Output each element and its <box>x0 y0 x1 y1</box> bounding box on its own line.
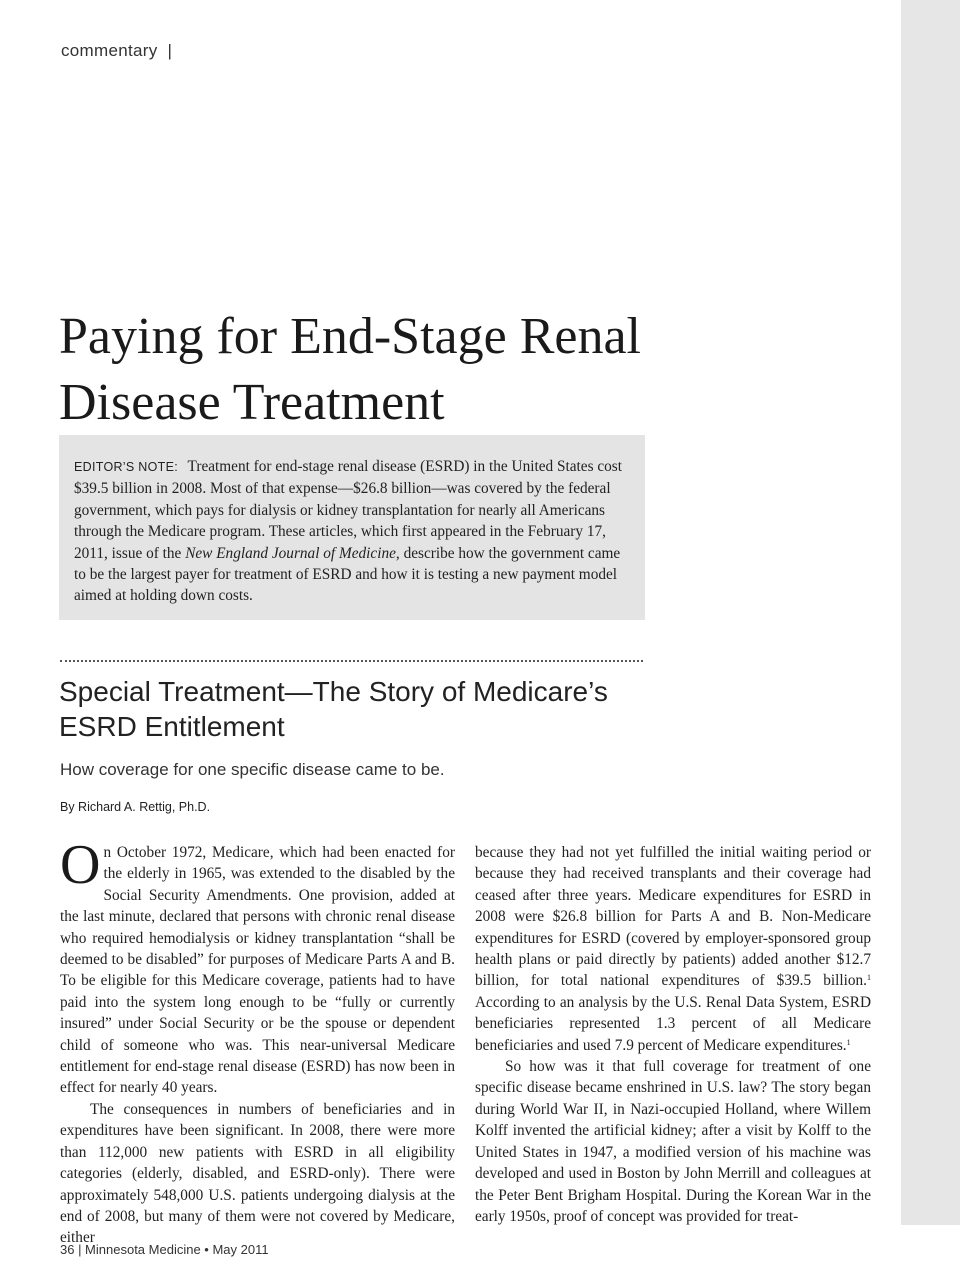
editors-note-body-2: , describe how the government came to be the largest payer for treatment of ESRD and how it is testing a new payment model aimed at holding down costs. <box>74 544 621 605</box>
body-paragraph <box>60 834 455 1099</box>
paragraph-text: n October 1972, Medicare, which had been enacted for the elderly in 1965, was extended to the disabled by the Social Security Amendments. One provision, added at the last minute, declared that persons with chronic renal disease who required hemodialysis or kidney transplantation “shall be deemed to be disabled” for purposes of Medicare Parts A and B. To be eligible for this Medicare coverage, patients had to have paid into the system long enough to be “fully or currently insured” under Social Security or be the spouse or dependent child of someone who was. This near-universal Medicare entitlement for end-stage renal disease (ESRD) has now been in effect for nearly 40 years. <box>60 844 455 1097</box>
section-label <box>61 41 172 61</box>
body-paragraph <box>475 842 871 1056</box>
title-line-1: Paying for End-Stage Renal <box>59 308 641 365</box>
byline: By Richard A. Rettig, Ph.D. <box>60 800 211 814</box>
drop-cap: O <box>60 834 101 896</box>
reference-superscript: 1 <box>867 973 871 983</box>
subtitle-line-1: Special Treatment—The Story of Medicare’s <box>59 676 608 707</box>
article-subtitle <box>59 674 699 744</box>
section-name: commentary <box>61 41 158 60</box>
dotted-divider <box>60 660 643 662</box>
body-paragraph: So how was it that full coverage for treatment of one specific disease became enshrined in U.S. law? The story began during World War II, in Nazi-occupied Holland, where Willem Kolff invented the artificial kidney; after a visit by Kolff to the United States in 1947, a modified version of his machine was developed and used in Boston by John Merrill and colleagues at the Peter Bent Brigham Hospital. During the Korean War in the early 1950s, proof of concept was provided for treat- <box>475 1058 871 1225</box>
page-footer: 36 | Minnesota Medicine • May 2011 <box>60 1242 269 1257</box>
editors-note-body-1: Treatment for end-stage renal disease (ESRD) in the United States cost $39.5 billion in 2008. Most of that expense—$26.8 billion—was covered by the federal government, which pays for dialysis or kidney transplantation for nearly all Americans through the Medicare program. These articles, which first appeared in the February 17, 2011, issue of the <box>74 458 622 562</box>
paragraph-text: because they had not yet fulfilled the initial waiting period or because they had received transplants and their coverage had ceased after three years. Medicare expenditures for ESRD in 2008 were $26.8 billion for Parts A and B. Non-Medicare expenditures for ESRD (covered by employer-sponsored group health plans or paid directly by patients) added another $12.7 billion, for total national expenditures of $39.5 billion. <box>475 844 871 990</box>
body-column-right <box>475 842 871 1232</box>
editors-note-text <box>74 456 630 607</box>
article-deck: How coverage for one specific disease came to be. <box>60 760 445 779</box>
paragraph-text: According to an analysis by the U.S. Renal Data System, ESRD beneficiaries represented 1.3 percent of all Medicare beneficiaries and used 7.9 percent of Medicare expenditures. <box>475 993 871 1054</box>
body-paragraph: The consequences in numbers of beneficiaries and in expenditures have been significant. In 2008, there were more than 112,000 new patients with ESRD in all eligibility categories (elderly, disabled, and ESRD-only). There were approximately 548,000 U.S. patients undergoing dialysis at the end of 2008, but many of them were not covered by Medicare, either <box>60 1100 455 1247</box>
editors-note-label: EDITOR’S NOTE: <box>74 460 178 474</box>
section-separator: | <box>167 41 173 60</box>
subtitle-line-2: ESRD Entitlement <box>59 711 285 742</box>
editors-note-box <box>59 435 645 620</box>
title-line-2: Disease Treatment <box>59 374 445 431</box>
journal-name: New England Journal of Medicine <box>185 544 396 562</box>
side-margin-band <box>901 0 960 1225</box>
body-column-left <box>60 834 455 1247</box>
reference-superscript: 1 <box>846 1037 851 1047</box>
article-title <box>59 304 699 436</box>
